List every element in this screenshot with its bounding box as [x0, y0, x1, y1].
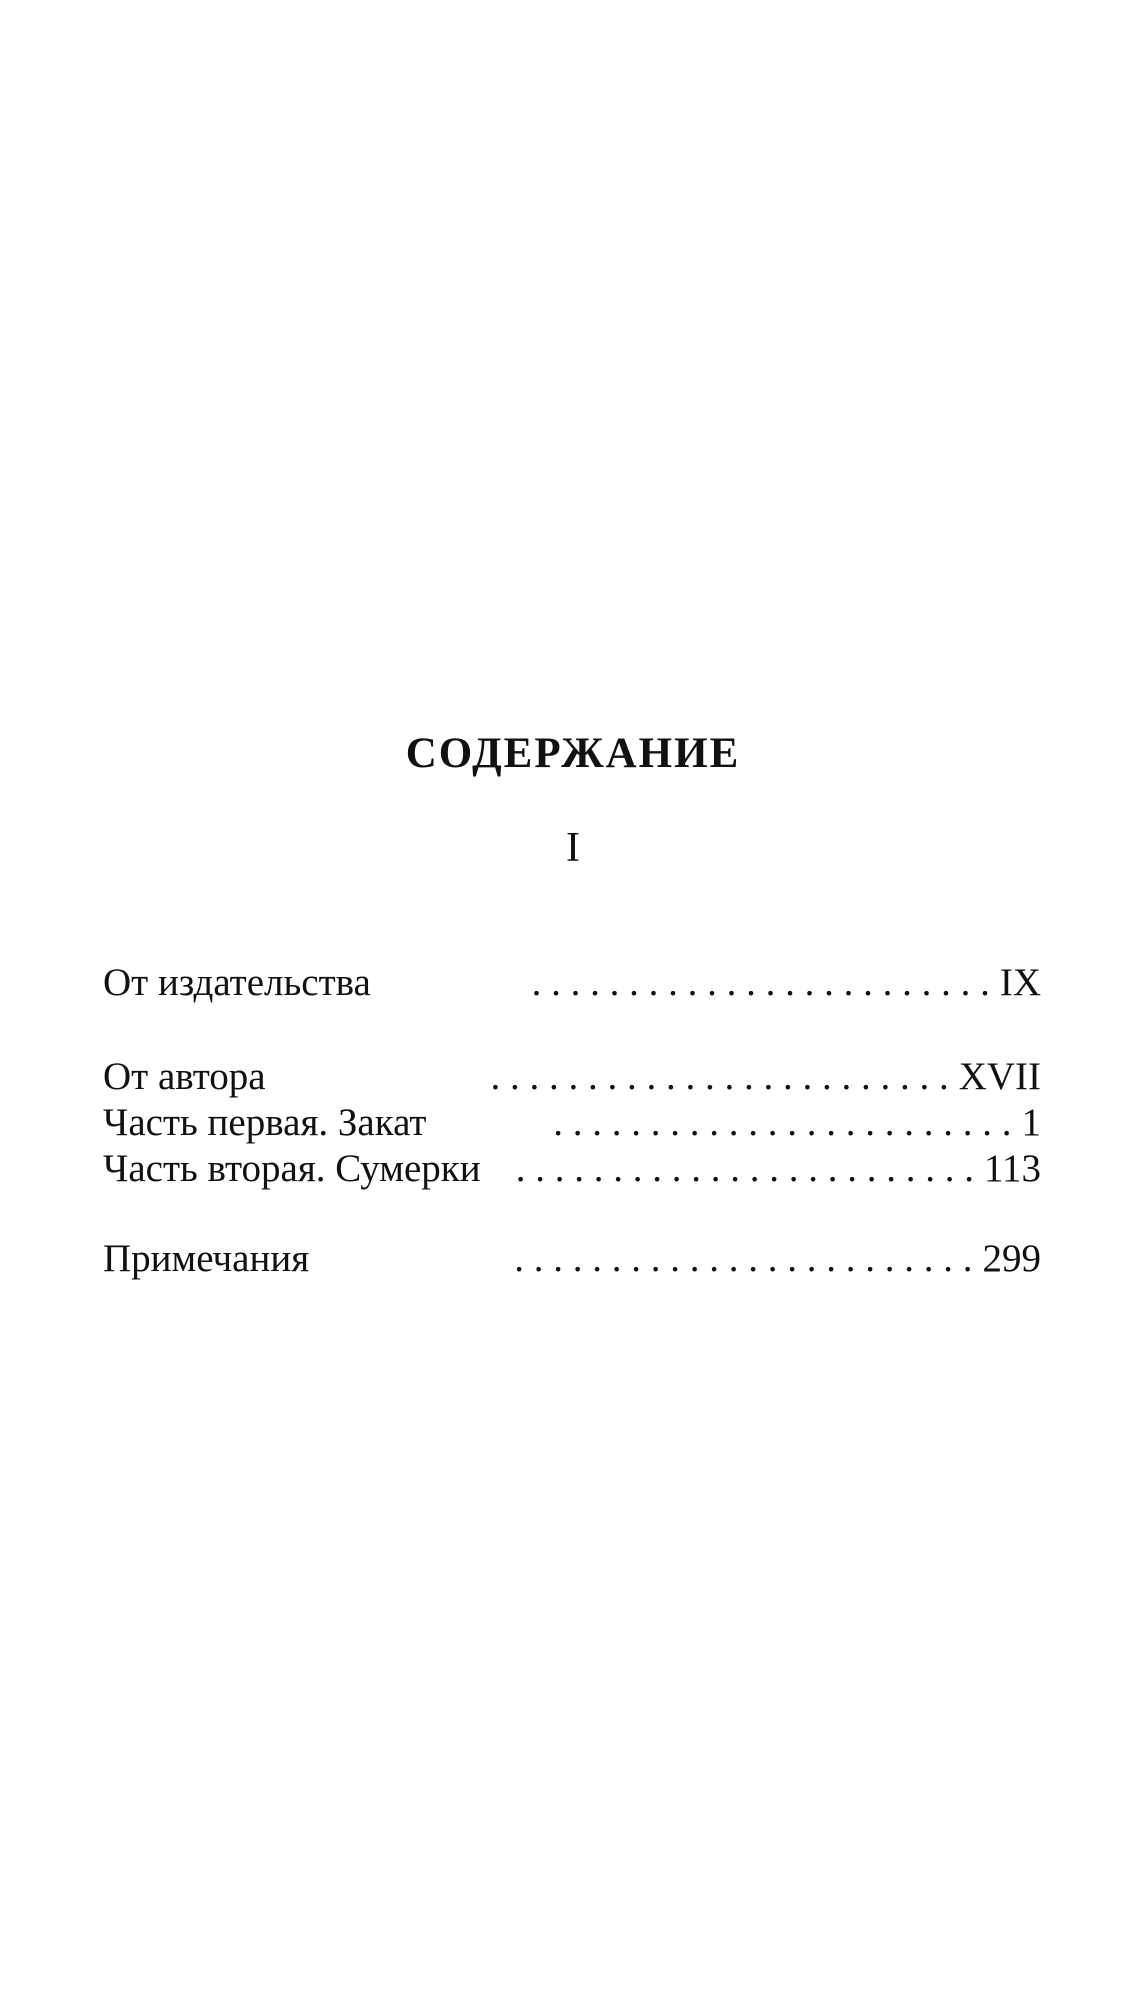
volume-number: I: [566, 825, 580, 871]
dot-leader: . . . . . . . . . . . . . . . . . . . . . . . .: [515, 1147, 974, 1190]
dot-leader: . . . . . . . . . . . . . . . . . . . . . . . .: [531, 961, 990, 1004]
toc-entry-author: [103, 1054, 1041, 1100]
toc-entry-label: Часть вторая. Сумерки: [103, 1147, 481, 1190]
toc-entry-page: 299: [982, 1237, 1041, 1280]
toc-entry-page: IX: [999, 961, 1041, 1004]
dot-leader: . . . . . . . . . . . . . . . . . . . . . . . .: [514, 1237, 973, 1280]
toc-entry-publisher: [103, 960, 1041, 1006]
toc-entry-notes: [103, 1236, 1041, 1282]
dot-leader: . . . . . . . . . . . . . . . . . . . . . . . .: [553, 1101, 1012, 1144]
page-title: СОДЕРЖАНИЕ: [405, 730, 741, 777]
toc-entry-label: От автора: [103, 1055, 266, 1098]
toc-entry-part-two: [103, 1146, 1041, 1192]
toc-entry-part-one: [103, 1100, 1041, 1146]
toc-entry-page: XVII: [958, 1055, 1041, 1098]
dot-leader: . . . . . . . . . . . . . . . . . . . . . . . .: [490, 1055, 949, 1098]
toc-entry-label: Примечания: [103, 1237, 310, 1280]
toc-entry-label: От издательства: [103, 961, 371, 1004]
toc-entry-page: 113: [983, 1147, 1041, 1190]
toc-entry-label: Часть первая. Закат: [103, 1101, 427, 1144]
toc-entry-page: 1: [1021, 1101, 1041, 1144]
